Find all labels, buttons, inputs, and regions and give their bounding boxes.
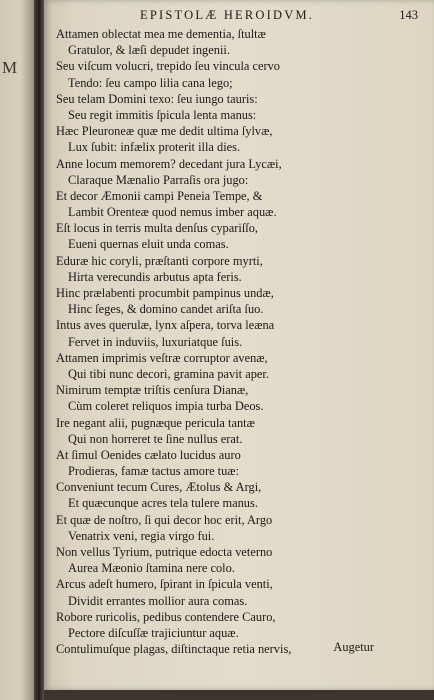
verse-line: Eduræ hic coryli, præſtanti corpore myrti, [56,253,263,268]
verse-line: Eueni quernas eluit unda comas. [68,237,229,252]
verse-line: Lambit Orenteæ quod nemus imber aquæ. [68,205,277,220]
running-title: EPISTOLÆ HEROIDVM. [140,8,315,22]
verse-line: Lux ſubit: infælix proterit illa dies. [68,140,241,155]
verse-line: Seu regit immitis ſpicula lenta manus: [68,107,257,122]
verse-line: Robore ruricolis, pedibus contendere Cauro, [56,609,276,624]
verse-line: Hinc ſeges, & domino candet ariſta ſuo. [68,302,264,317]
facing-page-margin-letter: M [2,58,18,77]
verse-line: Nimirum temptæ triſtis cenſura Dianæ, [56,383,249,398]
verse-line: Contulimuſque plagas, diſtinctaque retia nervis, [56,642,292,657]
verse-line: Qui non horreret te ſine nullus erat. [68,431,243,446]
verse-line: Seu viſcum volucri, trepido ſeu vincula cervo [56,59,280,74]
verse-line: Attamen imprimis veſtræ corruptor avenæ, [56,350,268,365]
verse-line: Aurea Mæonio ſtamina nere colo. [68,561,235,576]
verse-line: Anne locum memorem? decedant jura Lycæi, [56,156,282,171]
verse-line: Claraque Mænalio Parraſis ora jugo: [68,172,249,187]
catchword: Augetur [333,640,374,654]
verse-line: Eſt locus in terris multa denſus cypariſſo, [56,221,258,236]
verse-line: Non vellus Tyrium, putrique edocta veterno [56,545,273,559]
verse-line: Qui tibi nunc decori, gramina pavit aper. [68,366,269,381]
verse-line: Prodieras, famæ tactus amore tuæ: [68,464,240,479]
facing-page [0,0,34,700]
verse-line: Ire negant alii, pugnæque pericula tantæ [56,415,255,430]
verse-line: Venatrix veni, regia virgo fui. [68,528,215,543]
verse-line: Intus aves querulæ, lynx aſpera, torva leæna [56,318,275,333]
book-gutter [34,0,44,700]
page-bottom-edge [44,690,434,700]
running-head [84,8,424,26]
verse-line: Arcus adeſt humero, ſpirant in ſpicula venti, [56,577,273,592]
verse-line: Fervet in induviis, luxuriatque ſuis. [68,334,243,349]
book-page [44,0,434,690]
verse-line: Hinc prælabenti procumbit pampinus undæ, [56,286,274,300]
verse-line: Attamen oblectat mea me dementia, ſtultæ [56,27,266,41]
verse-block [44,26,434,657]
verse-line: Tendo: ſeu campo lilia cana lego; [68,75,233,90]
page-number: 143 [399,8,418,22]
verse-line: Hirta verecundis arbutus apta feris. [68,269,242,284]
verse-line: Conveniunt tecum Cures, Ætolus & Argi, [56,480,262,495]
verse-line: Et quæcunque acres tela tulere manus. [68,496,258,511]
verse-line: Gratulor, & læſi depudet ingenii. [68,43,230,58]
verse-line: At ſimul Oenides cælato lucidus auro [56,447,241,462]
verse-line: Dividit errantes mollior aura comas. [68,593,248,608]
verse-line: Pectore diſcuſſæ trajiciuntur aquæ. [68,625,239,640]
verse-line: Hæc Pleuroneæ quæ me dedit ultima ſylvæ, [56,124,273,139]
verse-line: Et decor Æmonii campi Peneia Tempe, & [56,188,263,203]
verse-line: Et quæ de noſtro, ſi qui decor hoc erit, Argo [56,512,273,527]
verse-line: Seu telam Domini texo: ſeu iungo tauris: [56,91,258,106]
verse-line: Cùm coleret reliquos impia turba Deos. [68,399,264,414]
